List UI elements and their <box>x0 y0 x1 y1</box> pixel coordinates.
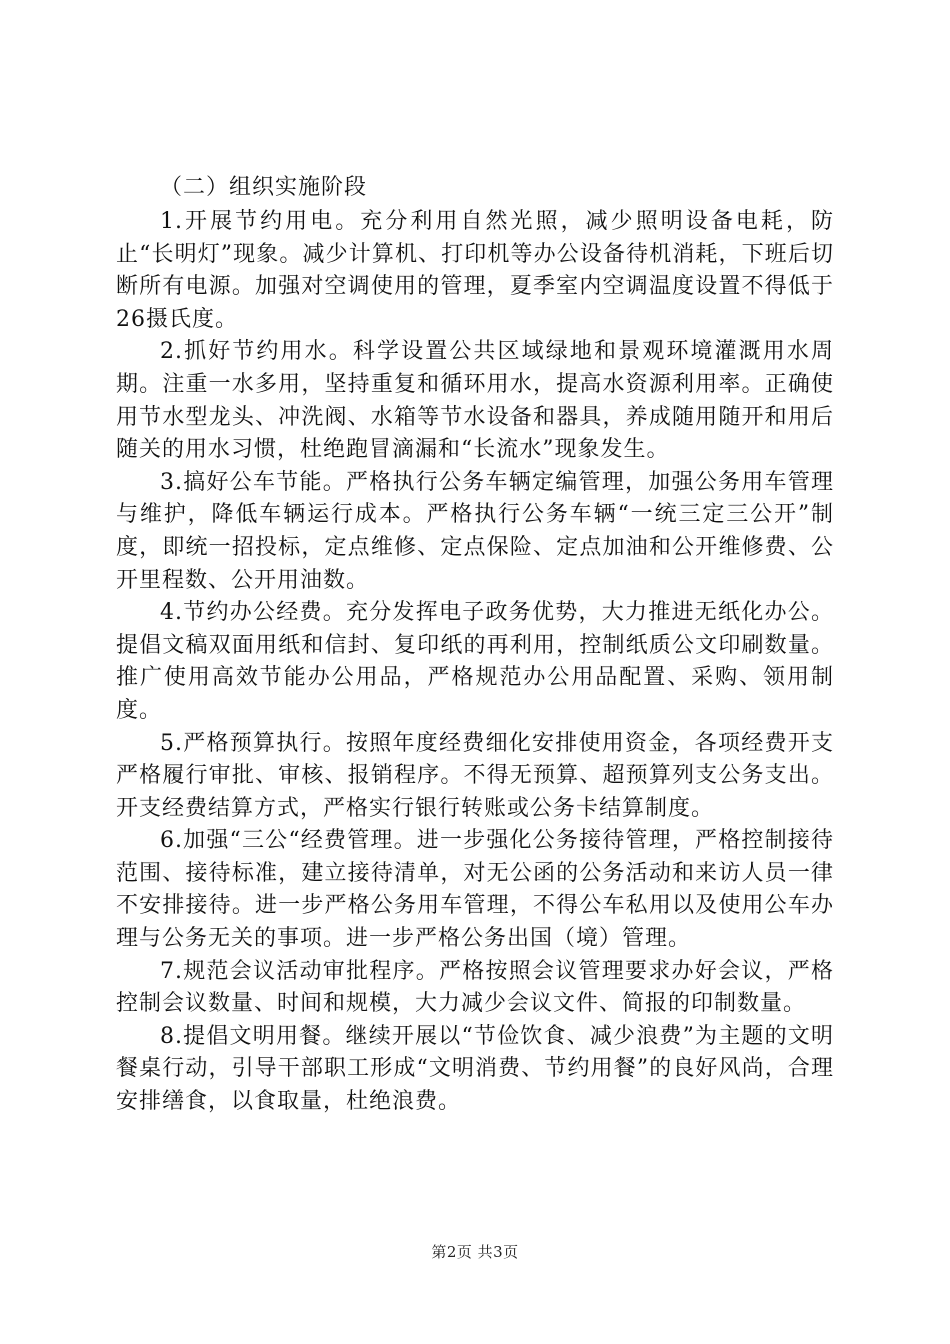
paragraph-vehicles: 3.搞好公车节能。严格执行公务车辆定编管理，加强公务用车管理与维护，降低车辆运行成本。严格执行公务车辆“一统三定三公开”制度，即统一招投标，定点维修、定点保险、定点加油和公开维修费、公开里程数、公开用油数。 <box>116 469 834 593</box>
paragraph-three-public-expenses: 6.加强“三公“经费管理。进一步强化公务接待管理，严格控制接待范围、接待标准，建立接待清单，对无公函的公务活动和来访人员一律不安排接待。进一步严格公务用车管理，不得公车私用以及使用公车办理与公务无关的事项。进一步严格公务出国（境）管理。 <box>116 828 834 952</box>
paragraph-dining: 8.提倡文明用餐。继续开展以“节俭饮食、减少浪费”为主题的文明餐桌行动，引导干部职工形成“文明消费、节约用餐”的良好风尚，合理安排缮食，以食取量，杜绝浪费。 <box>116 1023 834 1115</box>
document-body <box>116 172 834 1119</box>
section-title: （二）组织实施阶段 <box>160 175 368 200</box>
paragraph-meetings: 7.规范会议活动审批程序。严格按照会议管理要求办好会议，严格控制会议数量、时间和规模，大力减少会议文件、简报的印制数量。 <box>116 958 834 1017</box>
paragraph-office-expenses: 4.节约办公经费。充分发挥电子政务优势，大力推进无纸化办公。提倡文稿双面用纸和信封、复印纸的再利用，控制纸质公文印刷数量。推广使用高效节能办公用品，严格规范办公用品配置、采购、领用制度。 <box>116 600 834 723</box>
page-footer: 第2页 共3页 <box>431 1243 519 1261</box>
paragraph-water: 2.抓好节约用水。科学设置公共区域绿地和景观环境灌溉用水周期。注重一水多用，坚持重复和循环用水，提高水资源利用率。正确使用节水型龙头、冲洗阀、水箱等节水设备和器具，养成随用随开和用后随关的用水习惯，杜绝跑冒滴漏和“长流水”现象发生。 <box>116 339 834 463</box>
paragraph-electricity: 1.开展节约用电。充分利用自然光照，减少照明设备电耗，防止“长明灯”现象。减少计算机、打印机等办公设备待机消耗，下班后切断所有电源。加强对空调使用的管理，夏季室内空调温度设置不得低于26摄氏度。 <box>116 209 834 332</box>
paragraph-budget: 5.严格预算执行。按照年度经费细化安排使用资金，各项经费开支严格履行审批、审核、报销程序。不得无预算、超预算列支公务支出。开支经费结算方式，严格实行银行转账或公务卡结算制度。 <box>116 730 834 821</box>
